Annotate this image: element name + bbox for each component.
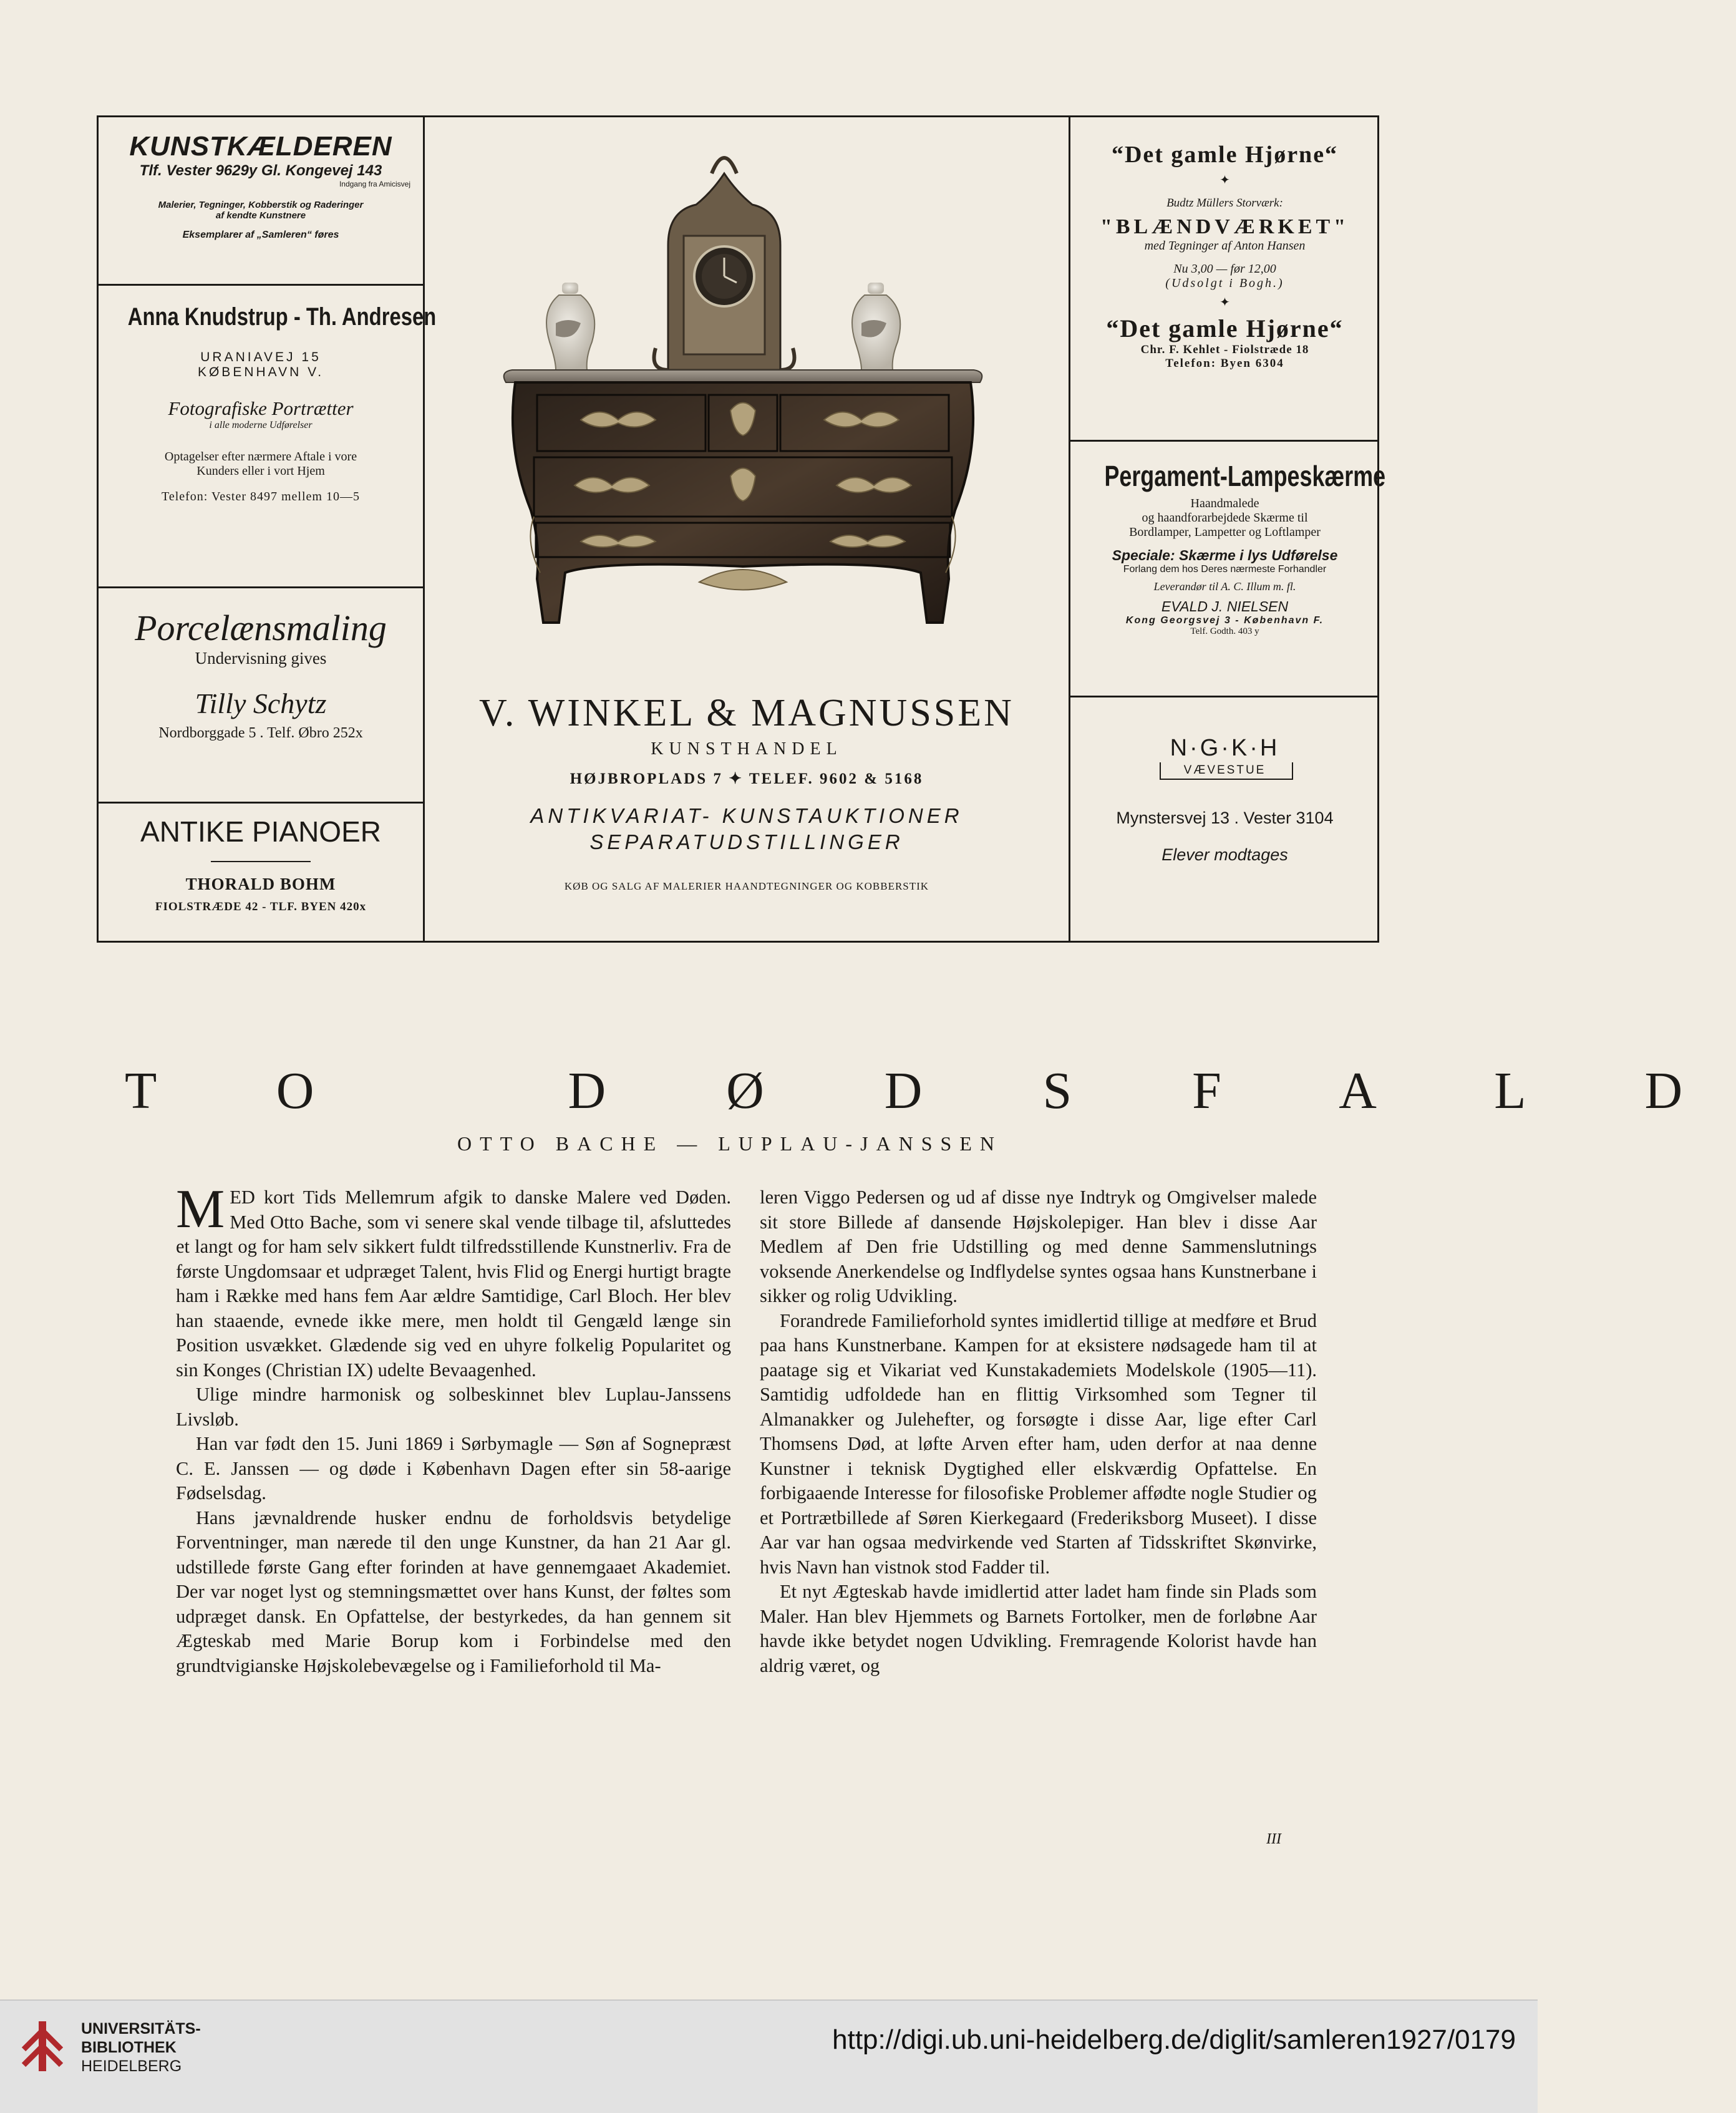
ad-text: og haandforarbejdede Skærme til	[1142, 511, 1308, 525]
vase-right	[852, 283, 900, 370]
ad-title: Pergament-Lampeskærme	[1104, 460, 1386, 492]
advertisement-block	[97, 115, 1386, 943]
ad-title: KUNSTKÆLDEREN	[129, 131, 392, 162]
paragraph	[176, 1179, 731, 1382]
paragraph: Hans jævnaldrende husker endnu de forholdsvis betydelige Forventninger, man nærede til den unge Kunstner, da han 21 Aar gl. udstillede første Gang efter forinden at have gennemgaaet Akademiet. Der var noget lyst og stemningsmættet over hans Kunst, der føltes som udpræget dansk. En Opfattelse, der bestyrkedes, da han gennem sit Ægteskab med Marie Borup kom i Forbindelse med den grundtvigianske Højskolebevægelse og i Familieforhold til Ma-	[176, 1507, 731, 1676]
ad-knudstrup-andresen	[99, 286, 437, 588]
ad-text: Tlf. Vester 9629y Gl. Kongevej 143	[139, 162, 382, 179]
ad-text: Nordborggade 5 . Telf. Øbro 252x	[158, 725, 363, 741]
winkel-magnussen-ad	[425, 691, 1069, 893]
ornament-icon: ✦	[1220, 173, 1230, 187]
ad-title: “Det gamle Hjørne“	[1106, 314, 1344, 342]
article-column-2	[760, 1185, 1317, 1678]
ad-text: "BLÆNDVÆRKET"	[1100, 215, 1350, 238]
ad-text: Eksemplarer af „Samleren“ føres	[182, 230, 339, 240]
ad-text: Forlang dem hos Deres nærmeste Forhandler	[1123, 564, 1327, 575]
ads-center-column	[425, 117, 1069, 941]
paragraph: leren Viggo Pedersen og ud af disse nye Indtryk og Omgivelser malede sit store Billede af dansende Højskolepiger. Han blev i disse Aar Medlem af Den frie Udstilling og med denne Sammenslutnings voksende Anerkendelse og Indflydelse syntes ogsaa hans Kunstnerbane i sikker og rolig Udvikling.	[760, 1187, 1317, 1306]
ad-det-gamle-hjorne	[1070, 117, 1379, 442]
digitization-footer	[0, 1999, 1538, 2113]
library-name	[81, 2019, 201, 2076]
ad-text: Malerier, Tegninger, Kobberstik og Raderinger	[158, 200, 364, 210]
ad-text: Undervisning gives	[195, 649, 327, 668]
ad-text: Kong Georgsvej 3 - København F.	[1125, 615, 1324, 626]
ad-text: Telefon: Byen 6304	[1165, 357, 1284, 370]
paragraph: Han var født den 15. Juni 1869 i Sørbymagle — Søn af Sognepræst C. E. Janssen — og døde i København Dagen efter sin 58-aarige Fødselsdag.	[176, 1433, 731, 1503]
ornament-icon: ✦	[1220, 296, 1230, 309]
ad-title: Porcelænsmaling	[135, 608, 387, 648]
ad-kunstkaelderen	[99, 117, 423, 286]
paragraph-text: ED kort Tids Mellemrum afgik to danske Malere ved Døden. Med Otto Bache, som vi senere skal vende tilbage til, afsluttedes et langt og for ham selv sikkert fuldt tilfredsstillende Kunstnerliv. Fra de første Ungdomsaar et udpræget Talent, hvis Flid og Energi hurtigt bragte ham i Række med hans fem Aar ældre Samtidige, Carl Bloch. Her blev han staaende, evnede ikke mere, men holdt til Gengæld længe sin Position usvækket. Glædende sig ved en uhyre folkelig Popularitet og sin Konges (Christian IX) udelte Bevaagenhed.	[176, 1187, 731, 1381]
ad-text: med Tegninger af Anton Hansen	[1144, 239, 1306, 253]
ad-title: “Det gamle Hjørne“	[1111, 142, 1339, 168]
ad-text: Tilly Schytz	[195, 687, 327, 719]
ad-text: URANIAVEJ 15	[200, 350, 321, 364]
ngkh-logo	[1147, 735, 1303, 785]
library-name-line: BIBLIOTHEK	[81, 2039, 177, 2056]
page-number: III	[1266, 1831, 1281, 1847]
paragraph: Ulige mindre harmonisk og solbeskinnet blev Luplau-Janssens Livsløb.	[176, 1384, 731, 1430]
ad-title: ANTIKE PIANOER	[140, 815, 381, 848]
ad-text: i alle moderne Udførelser	[209, 420, 313, 430]
ad-text: EVALD J. NIELSEN	[1161, 598, 1289, 614]
ad-text: Mynstersvej 13 . Vester 3104	[1116, 809, 1334, 827]
ad-text: Optagelser efter nærmere Aftale i vore	[164, 450, 357, 464]
logo-text: N·G·K·H	[1170, 735, 1280, 761]
ads-right-column	[1069, 117, 1386, 941]
ad-text: KØB OG SALG AF MALERIER HAANDTEGNINGER OG KOBBERSTIK	[564, 880, 929, 892]
ad-text: af kendte Kunstnere	[215, 210, 306, 221]
page-title: T O D Ø D S F A L D	[125, 1062, 1736, 1120]
ad-text: (Udsolgt i Bogh.)	[1165, 276, 1284, 290]
ad-text: Elever modtages	[1161, 845, 1288, 864]
drop-cap: M	[176, 1179, 225, 1240]
library-logo-icon	[17, 2018, 67, 2074]
ad-text: ANTIKVARIAT- KUNSTAUKTIONER	[530, 804, 963, 827]
paragraph: Forandrede Familieforhold syntes imidlertid tillige at medføre et Brud paa hans Kunstnerbane. Kampen for at eksistere nødsagede ham til at paatage sig et Vikariat ved Kunstakademiets Modelskole (1905—11). Samtidig udfoldede han en flittig Virksomhed som Tegner til Almanakker og Julehefter, og forsøgte i disse Aar, lige efter Carl Thomsens Død, at løfte Arven efter ham, uden derfor at naa denne Kunstner i teknisk Dygtighed eller elskværdig Opfattelse. En forbigaaende Interesse for filosofiske Problemer affødte nogle Studier og et Portrætbillede af Søren Kierkegaard (Frederiksborg Museet). I disse Aar var han ogsaa medvirkende ved Starten af Tidsskriftet Skønvirke, hvis Navn han vistnok stod Fadder til.	[760, 1309, 1317, 1578]
ad-text: SEPARATUDSTILLINGER	[589, 830, 904, 853]
vase-left	[546, 283, 594, 370]
ad-text: Speciale: Skærme i lys Udførelse	[1112, 547, 1338, 563]
ad-text: Chr. F. Kehlet - Fiolstræde 18	[1140, 343, 1309, 356]
logo-subtext: VÆVESTUE	[1183, 764, 1266, 777]
ad-text: HØJBROPLADS 7 ✦ TELEF. 9602 & 5168	[570, 770, 924, 787]
ad-title: V. WINKEL & MAGNUSSEN	[479, 692, 1014, 734]
ad-text: Telf. Godth. 403 y	[1190, 626, 1259, 636]
source-url-link[interactable]: http://digi.ub.uni-heidelberg.de/diglit/samleren1927/0179	[832, 2024, 1516, 2055]
library-name-line: UNIVERSITÄTS-	[81, 2020, 201, 2038]
ad-text: KUNSTHANDEL	[651, 739, 843, 759]
article-title	[125, 1061, 1736, 1121]
article-subtitle	[125, 1132, 1335, 1155]
subtitle-text: OTTO BACHE — LUPLAU-JANSSEN	[457, 1132, 1002, 1155]
ad-pergament-lampeskaerme	[1070, 442, 1386, 697]
library-name-line: HEIDELBERG	[81, 2057, 182, 2075]
ad-porcelaensmaling	[99, 588, 423, 804]
ad-text: Bordlamper, Lampetter og Loftlamper	[1129, 525, 1321, 539]
ad-text: Haandmalede	[1190, 497, 1259, 510]
ad-text: THORALD BOHM	[185, 875, 336, 893]
paragraph: Et nyt Ægteskab havde imidlertid atter ladet ham finde sin Plads som Maler. Han blev Hjemmets og Barnets Fortolker, men de forløbne Aar havde ikke betydet nogen Udvikling. Fremragende Kolorist havde han aldrig været, og	[760, 1581, 1317, 1676]
ad-text: Kunders eller i vort Hjem	[196, 464, 325, 478]
ad-title: Anna Knudstrup - Th. Andresen	[127, 303, 437, 331]
ad-antike-pianoer	[99, 804, 423, 941]
ad-text: Budtz Müllers Storværk:	[1166, 197, 1283, 210]
ad-text: Telefon: Vester 8497 mellem 10—5	[162, 490, 360, 503]
ad-text: Indgang fra Amicisvej	[339, 180, 410, 188]
article-column-1	[176, 1179, 731, 1678]
ad-text: KØBENHAVN V.	[197, 365, 324, 379]
ad-text: Fotografiske Portrætter	[168, 397, 354, 419]
ad-text: Nu 3,00 — før 12,00	[1173, 262, 1276, 276]
ad-text: Leverandør til A. C. Illum m. fl.	[1153, 580, 1296, 593]
ad-ngkh-vaevestue	[1070, 697, 1379, 941]
ad-text: FIOLSTRÆDE 42 - TLF. BYEN 420x	[155, 900, 367, 913]
chest-of-drawers-photo	[462, 136, 1030, 685]
divider	[211, 861, 311, 862]
ads-left-column	[99, 117, 437, 941]
